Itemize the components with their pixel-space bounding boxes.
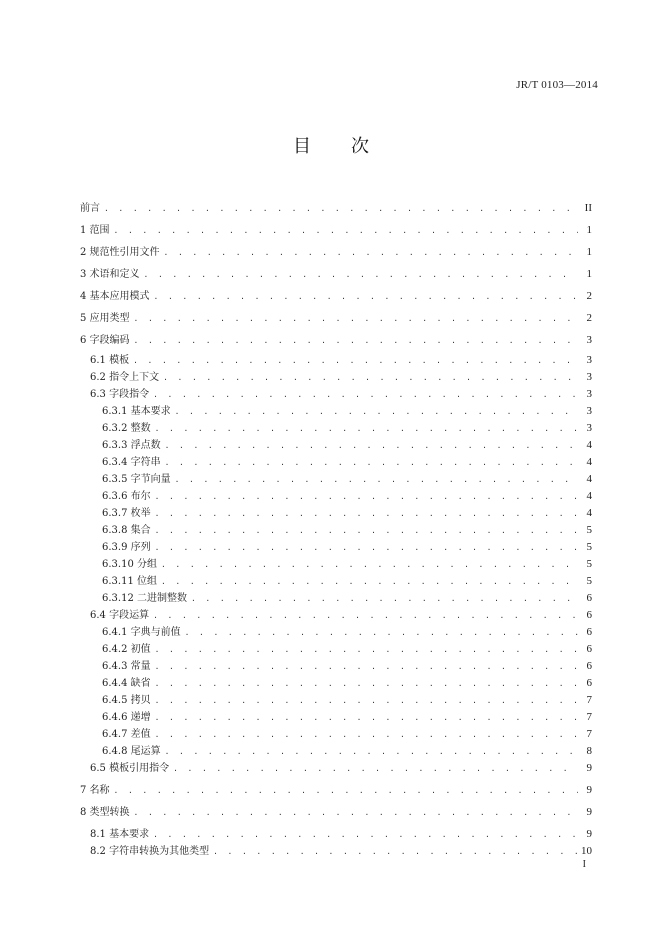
toc-entry[interactable] bbox=[80, 785, 592, 796]
toc-entry-page: 9 bbox=[586, 762, 592, 774]
toc-entry-label: 6.4.1 字典与前值 bbox=[102, 627, 181, 638]
toc-entry-page: 3 bbox=[586, 422, 592, 434]
toc-entry-page: 3 bbox=[586, 388, 592, 400]
toc-dot-leader bbox=[104, 204, 578, 214]
toc-entry-page: 3 bbox=[586, 371, 592, 383]
toc-entry[interactable] bbox=[80, 225, 592, 236]
toc-dot-leader bbox=[163, 373, 578, 383]
toc-entry-label: 前言 bbox=[80, 203, 100, 214]
toc-entry-label: 6.5 模板引用指令 bbox=[90, 763, 170, 774]
toc-dot-leader bbox=[213, 847, 577, 857]
toc-dot-leader bbox=[155, 679, 578, 689]
toc-entry-page: 3 bbox=[586, 405, 592, 417]
toc-dot-leader bbox=[164, 248, 578, 258]
toc-entry-page: 4 bbox=[586, 456, 592, 468]
toc-entry-label: 7 名称 bbox=[80, 785, 110, 796]
toc-entry-label: 6.4.7 差值 bbox=[102, 729, 151, 740]
toc-dot-leader bbox=[175, 475, 578, 485]
toc-entry-label: 6.3 字段指令 bbox=[90, 389, 150, 400]
toc-entry-page: 9 bbox=[586, 806, 592, 818]
toc-entry-label: 6.3.11 位组 bbox=[102, 576, 157, 587]
toc-entry[interactable] bbox=[80, 355, 592, 366]
toc-dot-leader bbox=[191, 594, 578, 604]
toc-entry-label: 8.2 字符串转换为其他类型 bbox=[90, 846, 210, 857]
toc-entry-label: 6 字段编码 bbox=[80, 335, 130, 346]
toc-dot-leader bbox=[155, 696, 578, 706]
toc-dot-leader bbox=[161, 577, 578, 587]
toc-entry[interactable] bbox=[80, 313, 592, 324]
toc-entry[interactable] bbox=[80, 474, 592, 485]
toc-entry[interactable] bbox=[80, 846, 592, 857]
toc-entry-page: 1 bbox=[586, 224, 592, 236]
toc-entry-page: 6 bbox=[586, 626, 592, 638]
toc-entry-label: 6.4.5 拷贝 bbox=[102, 695, 151, 706]
toc-entry-page: 4 bbox=[586, 507, 592, 519]
toc-dot-leader bbox=[134, 336, 578, 346]
toc-entry-page: 3 bbox=[586, 354, 592, 366]
toc-entry-label: 6.3.9 序列 bbox=[102, 542, 151, 553]
toc-entry-label: 4 基本应用模式 bbox=[80, 291, 150, 302]
toc-entry-label: 6.2 指令上下文 bbox=[90, 372, 160, 383]
toc-entry-label: 8 类型转换 bbox=[80, 807, 130, 818]
toc-entry[interactable] bbox=[80, 807, 592, 818]
toc-entry-page: 1 bbox=[586, 268, 592, 280]
toc-entry[interactable] bbox=[80, 542, 592, 553]
toc-entry-label: 6.4.8 尾运算 bbox=[102, 746, 161, 757]
toc-dot-leader bbox=[155, 662, 578, 672]
toc-entry-page: 9 bbox=[586, 784, 592, 796]
toc-entry[interactable] bbox=[80, 729, 592, 740]
toc-entry[interactable] bbox=[80, 829, 592, 840]
toc-entry[interactable] bbox=[80, 525, 592, 536]
toc-entry-label: 6.4 字段运算 bbox=[90, 610, 150, 621]
toc-entry-page: 5 bbox=[586, 541, 592, 553]
toc-dot-leader bbox=[153, 830, 578, 840]
toc-entry-label: 6.3.7 枚举 bbox=[102, 508, 151, 519]
toc-entry-label: 6.3.6 布尔 bbox=[102, 491, 151, 502]
toc-dot-leader bbox=[155, 509, 578, 519]
toc-dot-leader bbox=[114, 226, 578, 236]
toc-entry-page: 7 bbox=[586, 694, 592, 706]
standard-code: JR/T 0103—2014 bbox=[516, 79, 598, 91]
toc-entry[interactable] bbox=[80, 712, 592, 723]
toc-entry-page: 7 bbox=[586, 728, 592, 740]
toc-entry[interactable] bbox=[80, 593, 592, 604]
toc-entry-label: 6.1 模板 bbox=[90, 355, 130, 366]
toc-dot-leader bbox=[133, 356, 578, 366]
toc-dot-leader bbox=[185, 628, 578, 638]
toc-entry-page: 1 bbox=[586, 246, 592, 258]
toc-entry-page: 2 bbox=[586, 290, 592, 302]
toc-entry-label: 6.3.12 二进制整数 bbox=[102, 593, 187, 604]
toc-dot-leader bbox=[134, 314, 578, 324]
toc-dot-leader bbox=[153, 390, 578, 400]
toc-entry[interactable] bbox=[80, 627, 592, 638]
toc-dot-leader bbox=[144, 270, 578, 280]
toc-dot-leader bbox=[165, 441, 578, 451]
toc-entry-page: 3 bbox=[586, 334, 592, 346]
toc-dot-leader bbox=[154, 292, 578, 302]
toc-entry[interactable] bbox=[80, 763, 592, 774]
toc-entry-page: 6 bbox=[586, 643, 592, 655]
toc-title-char-2: 次 bbox=[351, 136, 369, 157]
toc-dot-leader bbox=[155, 730, 578, 740]
toc-entry-page: 5 bbox=[586, 575, 592, 587]
toc-entry-page: 6 bbox=[586, 660, 592, 672]
toc-entry[interactable] bbox=[80, 661, 592, 672]
toc-entry[interactable] bbox=[80, 335, 592, 346]
toc-entry-label: 6.4.6 递增 bbox=[102, 712, 151, 723]
toc-entry-label: 8.1 基本要求 bbox=[90, 829, 150, 840]
toc-dot-leader bbox=[161, 560, 578, 570]
toc-entry-label: 6.4.3 常量 bbox=[102, 661, 151, 672]
toc-entry-page: 5 bbox=[586, 524, 592, 536]
toc-dot-leader bbox=[114, 786, 578, 796]
toc-entry[interactable] bbox=[80, 644, 592, 655]
toc-entry-page: 6 bbox=[586, 677, 592, 689]
toc-entry-label: 1 范围 bbox=[80, 225, 110, 236]
toc-entry[interactable] bbox=[80, 372, 592, 383]
toc-entry-label: 6.3.8 集合 bbox=[102, 525, 151, 536]
toc-entry-label: 5 应用类型 bbox=[80, 313, 130, 324]
toc-entry[interactable] bbox=[80, 440, 592, 451]
toc-entry[interactable] bbox=[80, 457, 592, 468]
toc-entry-label: 6.3.2 整数 bbox=[102, 423, 151, 434]
toc-entry-label: 6.4.2 初值 bbox=[102, 644, 151, 655]
toc-dot-leader bbox=[155, 543, 578, 553]
toc-entry-page: 2 bbox=[586, 312, 592, 324]
toc-entry-page: 10 bbox=[581, 845, 592, 857]
toc-entry-label: 6.3.5 字节向量 bbox=[102, 474, 171, 485]
toc-entry[interactable] bbox=[80, 269, 592, 280]
toc-entry-page: 8 bbox=[586, 745, 592, 757]
toc-entry[interactable] bbox=[80, 695, 592, 706]
toc-entry[interactable] bbox=[80, 389, 592, 400]
toc-entry-page: II bbox=[584, 202, 592, 214]
toc-entry-page: 5 bbox=[586, 558, 592, 570]
toc-entry-page: 9 bbox=[586, 828, 592, 840]
toc-entry[interactable] bbox=[80, 576, 592, 587]
toc-dot-leader bbox=[155, 645, 578, 655]
toc-entry[interactable] bbox=[80, 247, 592, 258]
toc-entry[interactable] bbox=[80, 559, 592, 570]
toc-entry[interactable] bbox=[80, 406, 592, 417]
toc-title-char-1: 目 bbox=[293, 136, 311, 157]
toc-entry-page: 4 bbox=[586, 439, 592, 451]
toc-dot-leader bbox=[173, 764, 578, 774]
toc-entry[interactable] bbox=[80, 203, 592, 214]
toc-entry-page: 6 bbox=[586, 609, 592, 621]
toc-entry[interactable] bbox=[80, 610, 592, 621]
toc-entry[interactable] bbox=[80, 291, 592, 302]
toc-entry-label: 3 术语和定义 bbox=[80, 269, 140, 280]
toc-entry-label: 6.3.3 浮点数 bbox=[102, 440, 161, 451]
toc-entry-label: 2 规范性引用文件 bbox=[80, 247, 160, 258]
toc-dot-leader bbox=[165, 458, 578, 468]
toc-dot-leader bbox=[165, 747, 578, 757]
toc-dot-leader bbox=[155, 713, 578, 723]
toc-dot-leader bbox=[155, 526, 578, 536]
toc-dot-leader bbox=[134, 808, 578, 818]
toc-dot-leader bbox=[153, 611, 578, 621]
toc-entry-page: 7 bbox=[586, 711, 592, 723]
toc-entry[interactable] bbox=[80, 508, 592, 519]
toc-entry-label: 6.4.4 缺省 bbox=[102, 678, 151, 689]
toc-entry-page: 4 bbox=[586, 473, 592, 485]
page-folio: I bbox=[582, 859, 586, 870]
toc-entry-page: 6 bbox=[586, 592, 592, 604]
toc-entry-page: 4 bbox=[586, 490, 592, 502]
toc-title bbox=[0, 132, 662, 158]
toc-entry-label: 6.3.1 基本要求 bbox=[102, 406, 171, 417]
toc-entry[interactable] bbox=[80, 678, 592, 689]
toc-entry-label: 6.3.4 字符串 bbox=[102, 457, 161, 468]
toc-entry[interactable] bbox=[80, 423, 592, 434]
toc-entry[interactable] bbox=[80, 746, 592, 757]
toc-entry-label: 6.3.10 分组 bbox=[102, 559, 157, 570]
toc-entry[interactable] bbox=[80, 491, 592, 502]
toc-dot-leader bbox=[175, 407, 578, 417]
toc-dot-leader bbox=[155, 492, 578, 502]
toc-dot-leader bbox=[155, 424, 578, 434]
